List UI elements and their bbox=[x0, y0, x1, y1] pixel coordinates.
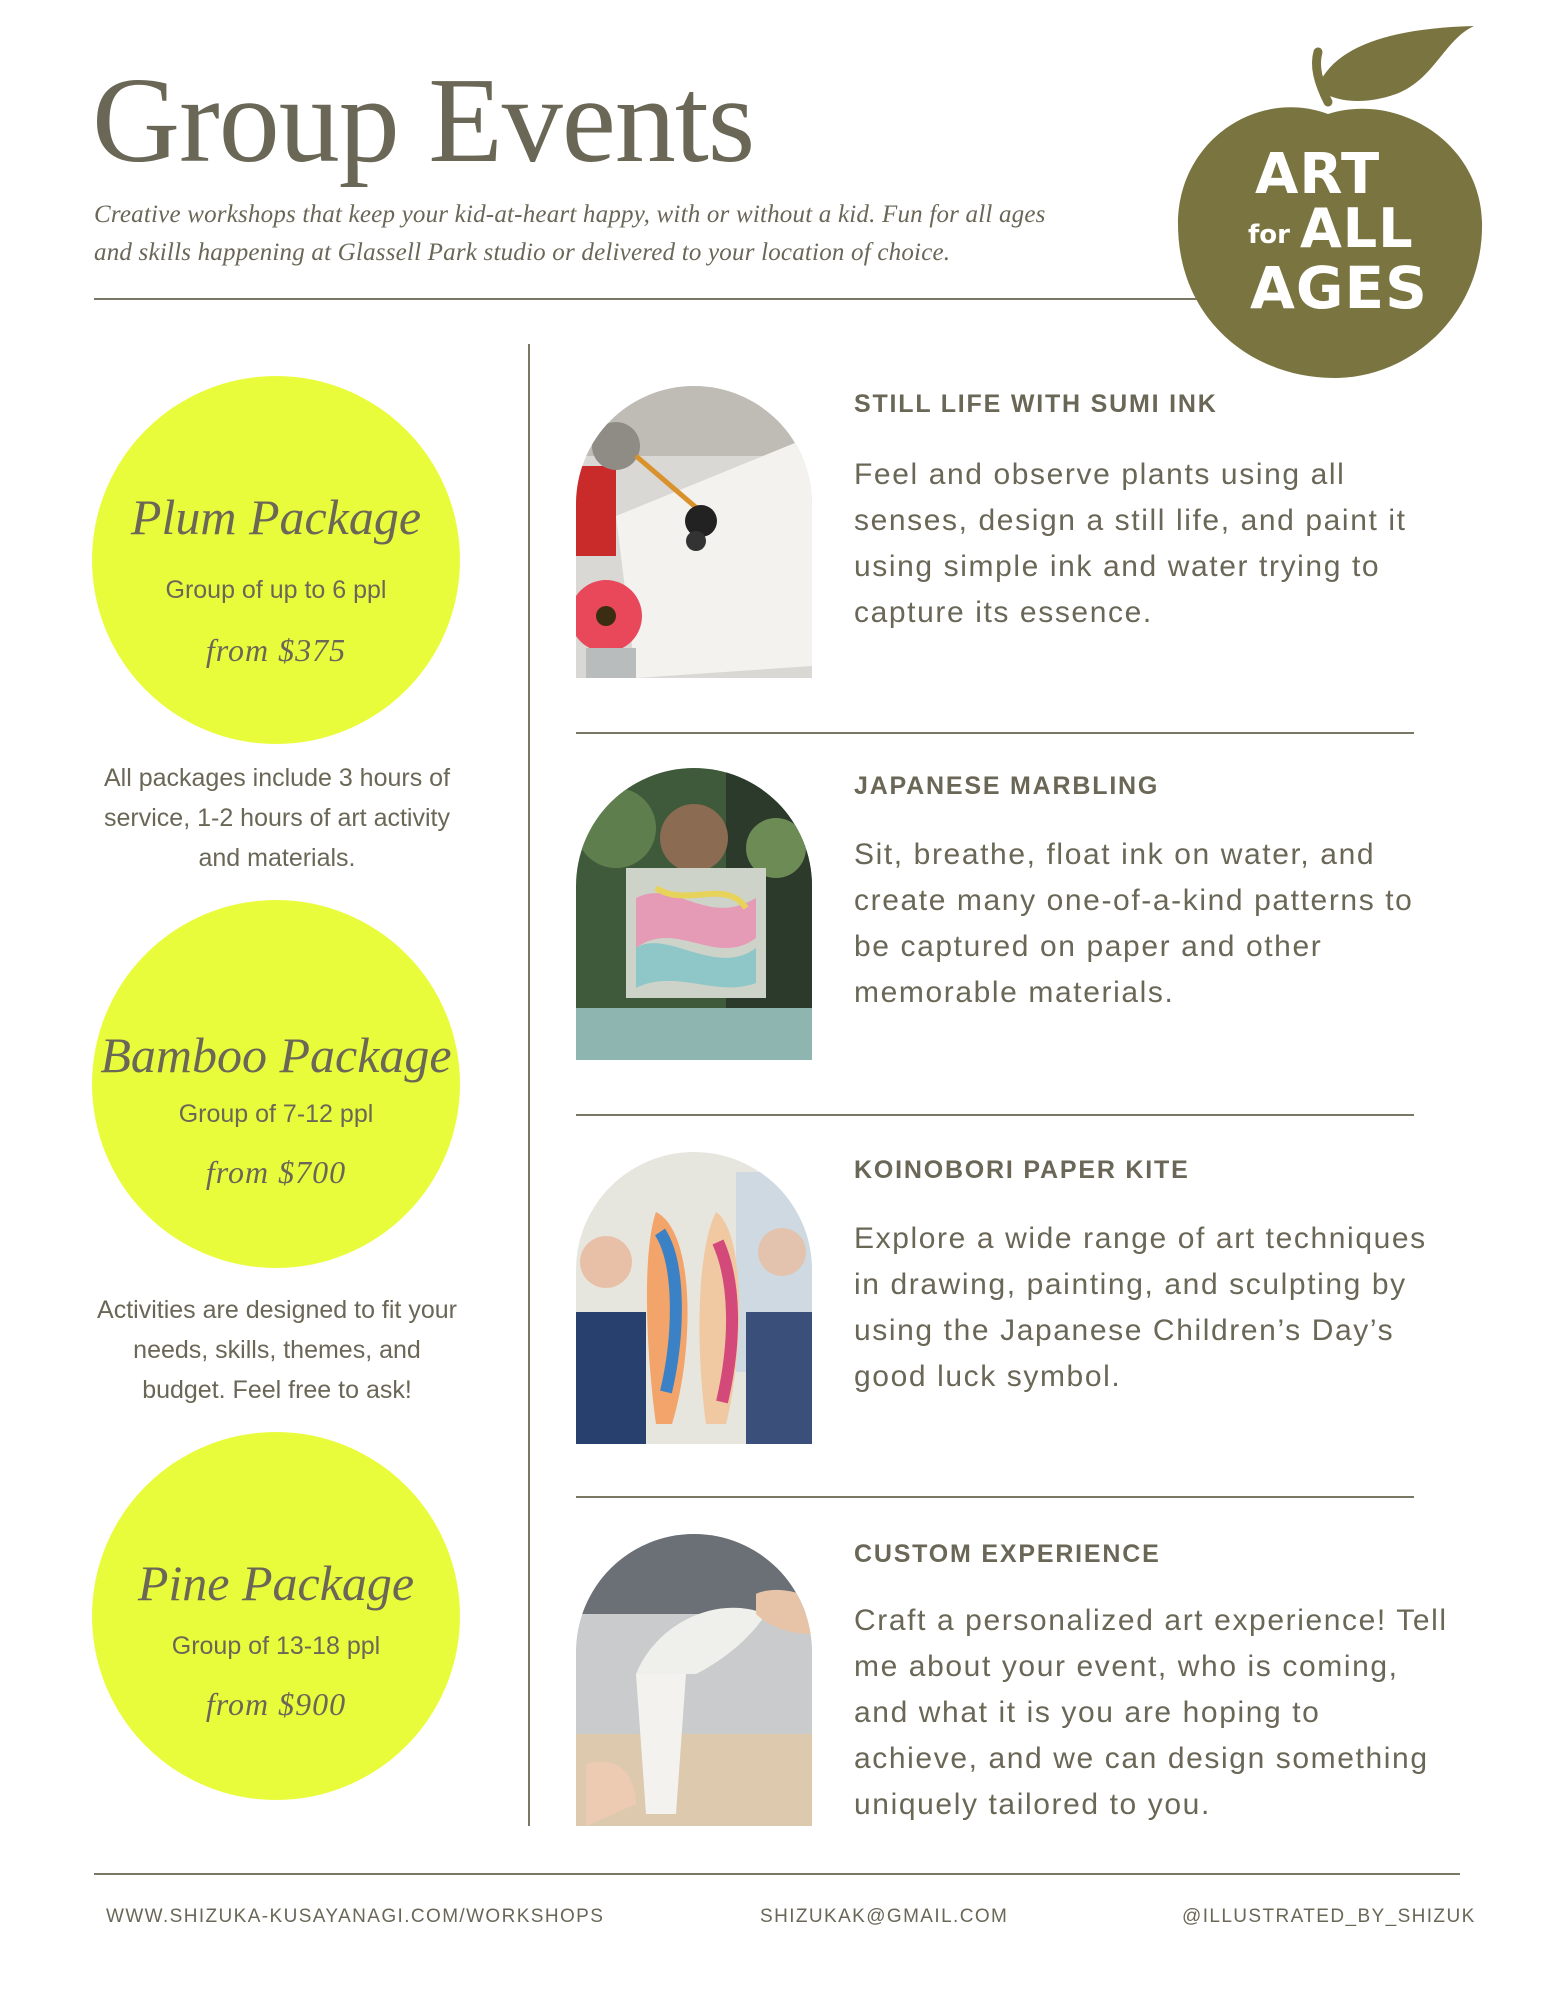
activity-description: Explore a wide range of art techniques in drawing, painting, and sculpting by using the Japanese Children’s Day’s good luck symbol. bbox=[854, 1222, 1427, 1393]
package-name: Bamboo Package bbox=[100, 1027, 452, 1083]
package-plum bbox=[92, 376, 460, 744]
package-price: from $375 bbox=[205, 632, 347, 668]
footer-divider bbox=[94, 1873, 1460, 1875]
sculpture-photo bbox=[576, 1534, 812, 1826]
package-price: from $900 bbox=[205, 1686, 347, 1722]
activity-divider bbox=[576, 1496, 1414, 1498]
koinobori-photo bbox=[576, 1152, 812, 1444]
activity-title: KOINOBORI PAPER KITE bbox=[854, 1156, 1190, 1184]
package-bamboo bbox=[92, 900, 460, 1268]
activity-divider bbox=[576, 732, 1414, 734]
activity-divider bbox=[576, 1114, 1414, 1116]
sumi-ink-photo bbox=[576, 386, 812, 678]
page-title: Group Events bbox=[92, 53, 755, 188]
package-pine bbox=[92, 1432, 460, 1800]
activity-description: Feel and observe plants using all senses, design a still life, and paint it using simple ink and water trying to capture its essence. bbox=[854, 458, 1407, 629]
activity-description: Sit, breathe, float ink on water, and create many one-of-a-kind patterns to be captured on paper and other memorable materials. bbox=[854, 838, 1414, 1009]
footer-social-handle[interactable]: @ILLUSTRATED_BY_SHIZUK bbox=[1182, 1906, 1476, 1927]
custom-activities-note: Activities are designed to fit your needs, skills, themes, and budget. Feel free to ask! bbox=[97, 1296, 457, 1404]
package-group-size: Group of up to 6 ppl bbox=[165, 576, 387, 604]
page-subtitle: Creative workshops that keep your kid-at-heart happy, with or without a kid. Fun for all ages and skills happening at Glassell Park studio or delivered to your location of choice. bbox=[94, 201, 1046, 266]
packages-included-note: All packages include 3 hours of service, 1-2 hours of art activity and materials. bbox=[103, 764, 451, 872]
footer-email-link[interactable]: SHIZUKAK@GMAIL.COM bbox=[760, 1906, 1009, 1927]
activity-title: CUSTOM EXPERIENCE bbox=[854, 1540, 1161, 1568]
logo-line-art: ART bbox=[1255, 142, 1381, 207]
footer-website-link[interactable]: WWW.SHIZUKA-KUSAYANAGI.COM/WORKSHOPS bbox=[106, 1906, 605, 1927]
activity-title: STILL LIFE WITH SUMI INK bbox=[854, 390, 1218, 418]
marbling-photo bbox=[576, 768, 812, 1060]
package-group-size: Group of 7-12 ppl bbox=[178, 1100, 374, 1128]
column-divider bbox=[528, 344, 530, 1826]
art-for-all-ages-logo bbox=[1168, 22, 1488, 382]
logo-line-all: ALL bbox=[1300, 197, 1414, 260]
logo-line-for: for bbox=[1248, 220, 1290, 250]
package-name: Pine Package bbox=[137, 1555, 415, 1611]
activity-title: JAPANESE MARBLING bbox=[854, 772, 1160, 800]
package-name: Plum Package bbox=[130, 489, 422, 545]
activity-description: Craft a personalized art experience! Tell me about your event, who is coming, and what it is you are hoping to achieve, and we can design something uniquely tailored to you. bbox=[854, 1604, 1448, 1821]
header-divider bbox=[94, 298, 1220, 300]
logo-line-ages: AGES bbox=[1250, 254, 1428, 322]
package-price: from $700 bbox=[205, 1154, 347, 1190]
package-group-size: Group of 13-18 ppl bbox=[171, 1632, 381, 1660]
